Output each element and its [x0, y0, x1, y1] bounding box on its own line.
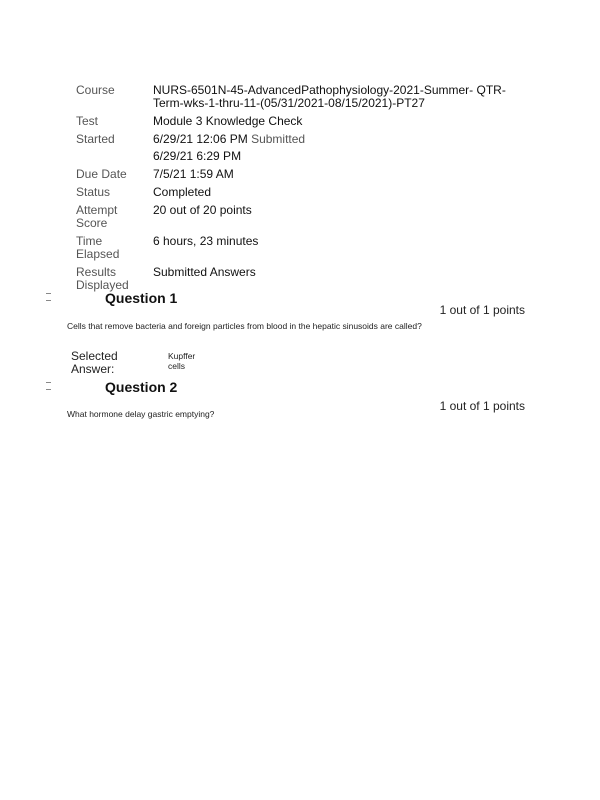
time-elapsed-value: 6 hours, 23 minutes — [153, 234, 259, 248]
results-displayed-value: Submitted Answers — [153, 265, 256, 279]
attempt-score-label-line1: Attempt — [76, 203, 118, 217]
started-datetime: 6/29/21 12:06 PM — [153, 132, 248, 146]
time-elapsed-row — [70, 235, 540, 266]
selected-answer-value-line1: Kupffer — [168, 351, 196, 361]
time-elapsed-label-line1: Time — [76, 234, 103, 248]
test-row — [70, 115, 540, 133]
selected-answer-label — [71, 350, 118, 376]
attempt-score-label-line2: Score — [76, 216, 108, 230]
status-row — [70, 186, 540, 204]
attempt-score-row — [70, 204, 540, 235]
due-date-row — [70, 168, 540, 186]
selected-answer-value-line2: cells — [168, 361, 186, 371]
question-2 — [0, 377, 600, 427]
question-1-text: Cells that remove bacteria and foreign particles from blood in the hepatic sinusoids are called? — [67, 321, 422, 331]
selected-answer-label-line1: Selected — [71, 349, 118, 363]
test-label: Test — [76, 114, 99, 128]
collapse-marker-icon[interactable] — [46, 293, 51, 301]
course-value — [153, 84, 540, 115]
course-label: Course — [76, 83, 115, 97]
course-value-line2: Term-wks-1-thru-11-(05/31/2021-08/15/2021)-PT27 — [153, 96, 425, 110]
started-value — [153, 133, 540, 168]
attempt-score-value: 20 out of 20 points — [153, 203, 252, 217]
due-date-label: Due Date — [76, 167, 127, 181]
question-2-text: What hormone delay gastric emptying? — [67, 409, 215, 419]
submitted-datetime: 6/29/21 6:29 PM — [153, 149, 242, 163]
due-date-value: 7/5/21 1:59 AM — [153, 167, 234, 181]
results-displayed-label-line1: Results — [76, 265, 117, 279]
selected-answer-label-line2: Answer: — [71, 362, 115, 376]
time-elapsed-label — [70, 235, 153, 266]
time-elapsed-label-line2: Elapsed — [76, 247, 120, 261]
course-row — [70, 84, 540, 115]
test-value: Module 3 Knowledge Check — [153, 114, 303, 128]
status-label: Status — [76, 185, 111, 199]
attempt-score-label — [70, 204, 153, 235]
results-displayed-label-line2: Displayed — [76, 278, 129, 292]
question-1-title: Question 1 — [105, 290, 178, 306]
question-2-points: 1 out of 1 points — [439, 399, 525, 413]
collapse-marker-icon[interactable] — [46, 382, 51, 390]
started-row — [70, 133, 540, 168]
started-label: Started — [76, 132, 115, 146]
selected-answer-value — [168, 351, 195, 371]
submitted-label: Submitted — [251, 132, 306, 146]
question-1 — [0, 288, 600, 378]
course-value-line1: NURS-6501N-45-AdvancedPathophysiology-2021-Summer- QTR- — [153, 83, 506, 97]
question-2-title: Question 2 — [105, 379, 178, 395]
status-value: Completed — [153, 185, 212, 199]
question-1-points: 1 out of 1 points — [439, 303, 525, 317]
attempt-info-table — [70, 84, 540, 297]
